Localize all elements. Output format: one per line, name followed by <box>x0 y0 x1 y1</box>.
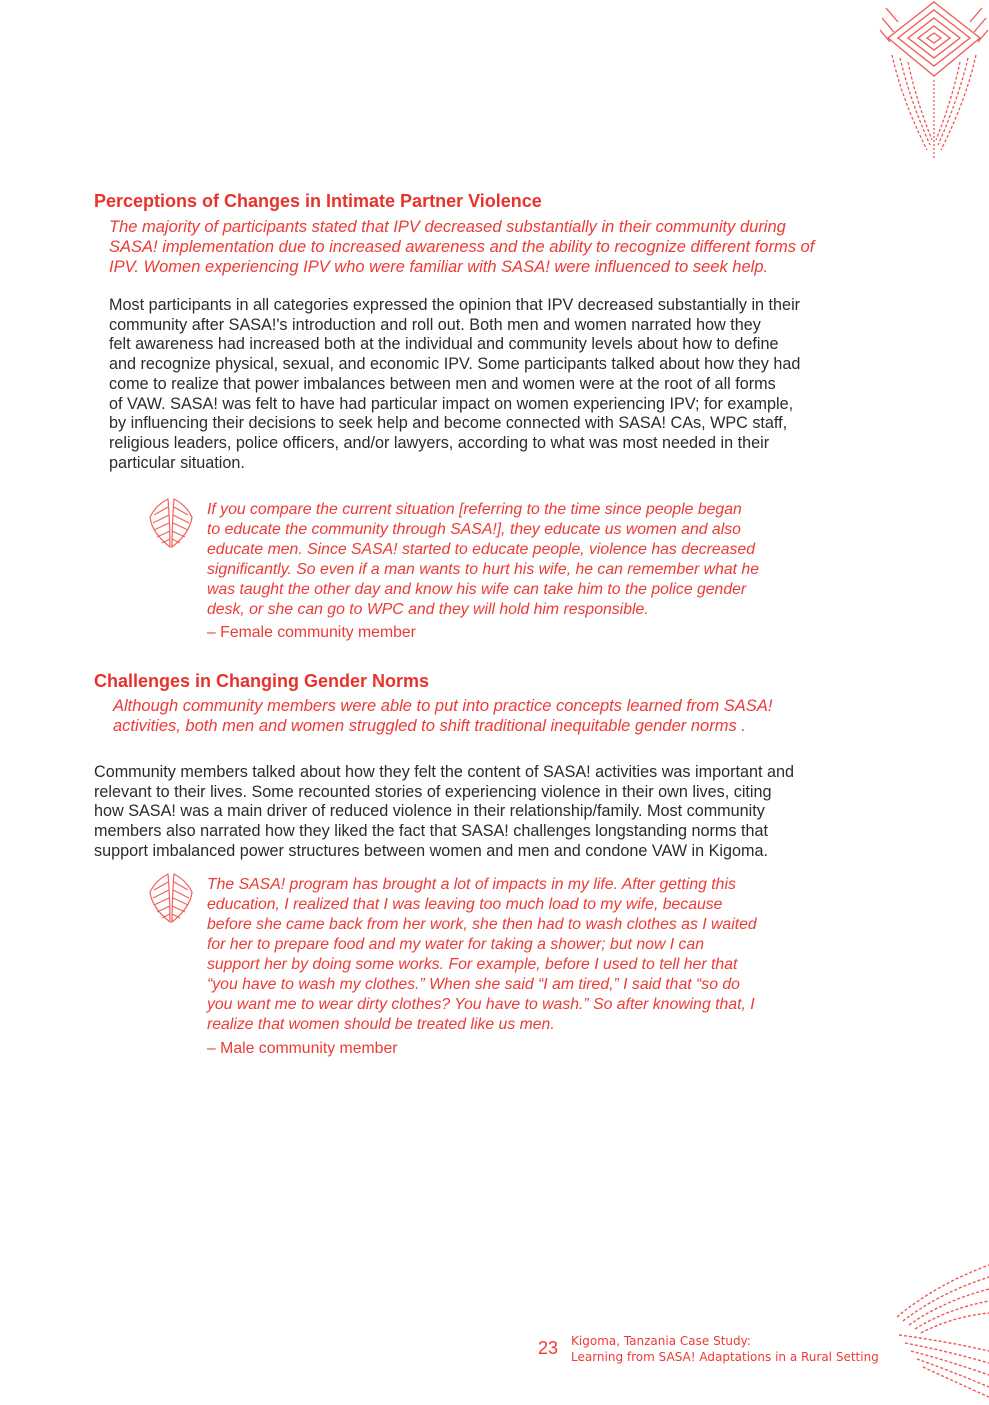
quote-line: education, I realized that I was leaving too much load to my wife, because <box>207 896 723 913</box>
section-summary-gender-norms <box>113 696 913 736</box>
summary-line: The majority of participants stated that IPV decreased substantially in their community during <box>109 218 786 236</box>
quote-line: educate men. Since SASA! started to educate people, violence has decreased <box>207 541 755 558</box>
body-line: religious leaders, police officers, and/or lawyers, according to what was most needed in their <box>109 433 770 452</box>
quote-line: to educate the community through SASA!], they educate us women and also <box>207 521 741 538</box>
quote-line: support her by doing some works. For example, before I used to tell her that <box>207 956 738 973</box>
wave-lines-ornament-icon <box>895 1255 989 1400</box>
body-line: come to realize that power imbalances between men and women were at the root of all forms <box>109 374 776 393</box>
summary-line: Although community members were able to put into practice concepts learned from SASA! <box>113 697 773 715</box>
quote-female-member <box>207 500 827 620</box>
body-line: Community members talked about how they felt the content of SASA! activities was important and <box>94 763 794 781</box>
body-line: particular situation. <box>109 453 245 472</box>
summary-line: SASA! implementation due to increased awareness and the ability to recognize different forms of <box>109 238 815 256</box>
body-paragraph-gender-norms <box>94 763 914 862</box>
body-line: relevant to their lives. Some recounted stories of experiencing violence in their own lives, citing <box>94 782 772 801</box>
quote-attribution-female: – Female community member <box>207 624 416 641</box>
leaf-quote-icon <box>148 872 194 924</box>
section-heading-ipv: Perceptions of Changes in Intimate Partner Violence <box>94 191 542 211</box>
quote-line: significantly. So even if a man wants to hurt his wife, he can remember what he <box>207 561 759 578</box>
body-line: and recognize physical, sexual, and economic IPV. Some participants talked about how they had <box>109 355 801 374</box>
body-line: how SASA! was a main driver of reduced violence in their relationship/family. Most community <box>94 802 765 821</box>
quote-attribution-male: – Male community member <box>207 1040 398 1057</box>
quote-line: The SASA! program has brought a lot of impacts in my life. After getting this <box>207 876 736 893</box>
quote-line: realize that women should be treated like us men. <box>207 1016 555 1033</box>
body-paragraph-ipv <box>109 296 909 473</box>
section-summary-ipv <box>109 217 909 277</box>
body-line: members also narrated how they liked the fact that SASA! challenges longstanding norms that <box>94 822 768 841</box>
body-line: community after SASA!'s introduction and roll out. Both men and women narrated how they <box>109 315 761 334</box>
quote-line: you want me to wear dirty clothes? You have to wash.” So after knowing that, I <box>207 996 755 1013</box>
quote-line: for her to prepare food and my water for taking a shower; but now I can <box>207 936 704 953</box>
quote-male-member <box>207 875 827 1035</box>
body-line: of VAW. SASA! was felt to have had particular impact on women experiencing IPV; for example, <box>109 394 794 413</box>
quote-line: was taught the other day and know his wife can take him to the police gender <box>207 581 747 598</box>
page-number: 23 <box>538 1338 559 1358</box>
quote-line: “you have to wash my clothes.” When she said “I am tired,” I said that “so do <box>207 976 740 993</box>
footer-title <box>571 1333 879 1365</box>
summary-line: activities, both men and women struggled to shift traditional inequitable gender norms . <box>113 717 746 735</box>
body-line: by influencing their decisions to seek help and become connected with SASA! CAs, WPC staff, <box>109 414 788 433</box>
leaf-quote-icon <box>148 497 194 549</box>
body-line: Most participants in all categories expressed the opinion that IPV decreased substantially in their <box>109 296 801 314</box>
quote-line: If you compare the current situation [referring to the time since people began <box>207 501 742 518</box>
quote-line: desk, or she can go to WPC and they will hold him responsible. <box>207 601 649 618</box>
summary-line: IPV. Women experiencing IPV who were familiar with SASA! were influenced to seek help. <box>109 258 769 276</box>
body-line: support imbalanced power structures between women and men and condone VAW in Kigoma. <box>94 841 768 860</box>
diamond-pattern-ornament-icon <box>872 0 989 165</box>
body-line: felt awareness had increased both at the individual and community levels about how to define <box>109 335 779 354</box>
section-heading-gender-norms: Challenges in Changing Gender Norms <box>94 671 430 691</box>
footer-title-line2: Learning from SASA! Adaptations in a Rural Setting <box>571 1350 879 1364</box>
quote-line: before she came back from her work, she then had to wash clothes as I waited <box>207 916 757 933</box>
footer-title-line1: Kigoma, Tanzania Case Study: <box>571 1334 751 1348</box>
